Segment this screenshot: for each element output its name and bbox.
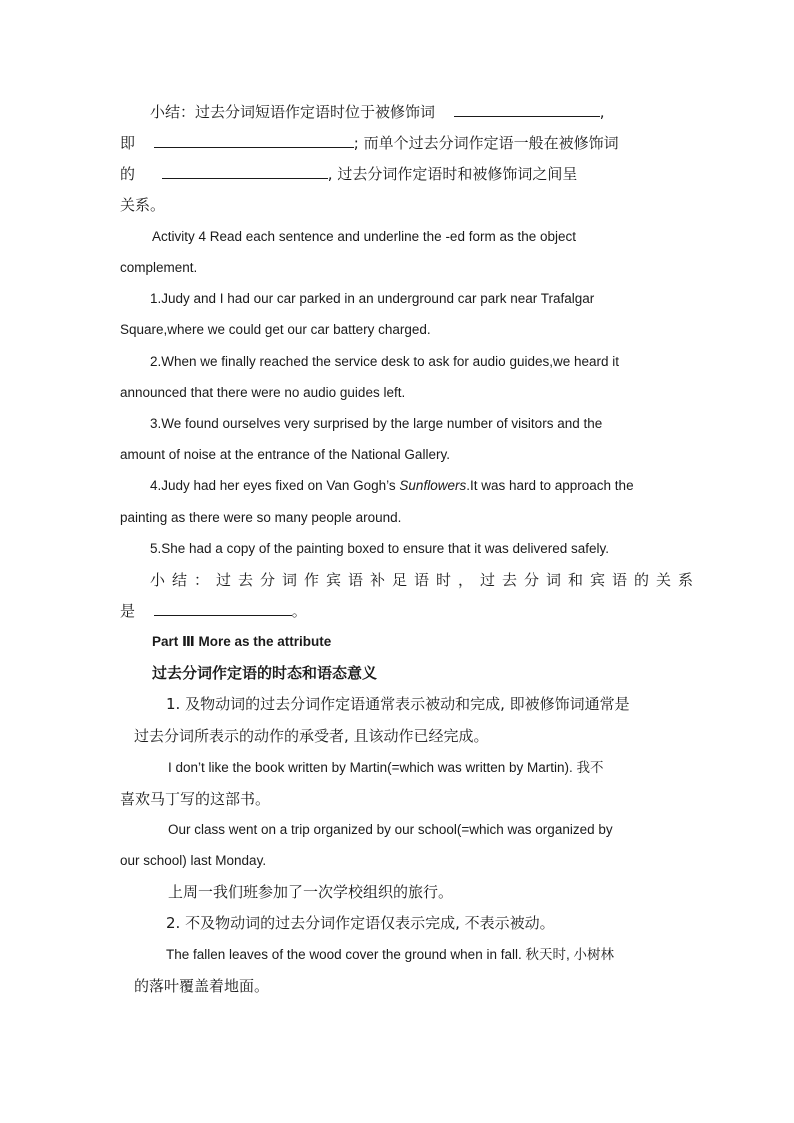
summary1-text1: 小结：过去分词短语作定语时位于被修饰词 [150, 103, 436, 121]
sentence1-line2: Square,where we could get our car battery charged. [120, 322, 431, 337]
point1-line2: 过去分词所表示的动作的承受者, 且该动作已经完成。 [134, 727, 489, 745]
summary2-line2 [120, 601, 674, 621]
summary1-comma: , [599, 103, 605, 121]
summary1-line2 [120, 133, 674, 153]
answer-blank-1[interactable] [454, 102, 600, 117]
example3-line2: 的落叶覆盖着地面。 [134, 977, 270, 995]
sentence4-text-a: 4.Judy had her eyes fixed on Van Gogh’s [150, 478, 400, 493]
sentence2-line2: announced that there were no audio guides left. [120, 385, 406, 400]
summary1-text3a: 的 [120, 165, 136, 183]
sentence3-line1: 3.We found ourselves very surprised by the large number of visitors and the [150, 416, 603, 431]
sentence1-line1: 1.Judy and I had our car parked in an underground car park near Trafalgar [150, 291, 595, 306]
summary2-line1: 小结：过去分词作宾语补足语时，过去分词和宾语的关系 [150, 571, 701, 589]
example2-line1: Our class went on a trip organized by our school(=which was organized by [168, 822, 613, 837]
example1-line1: I don’t like the book written by Martin(=which was written by Martin). 我不 [168, 760, 604, 775]
sentence4-italic-title: Sunflowers [399, 478, 467, 493]
activity4-title-line1: Activity 4 Read each sentence and underline the -ed form as the object [152, 229, 577, 244]
summary1-line1 [120, 102, 674, 122]
summary1-text2b: ; 而单个过去分词作定语一般在被修饰词 [353, 134, 619, 152]
answer-blank-3[interactable] [162, 164, 328, 179]
sentence5: 5.She had a copy of the painting boxed to ensure that it was delivered safely. [150, 541, 610, 556]
summary2-text-b: 。 [291, 602, 307, 620]
point2: 2. 不及物动词的过去分词作定语仅表示完成, 不表示被动。 [166, 914, 555, 932]
answer-blank-2[interactable] [154, 133, 354, 148]
sentence3-line2: amount of noise at the entrance of the National Gallery. [120, 447, 450, 462]
example3-line1: The fallen leaves of the wood cover the ground when in fall. 秋天时, 小树林 [166, 947, 614, 962]
sentence2-line1: 2.When we finally reached the service desk to ask for audio guides,we heard it [150, 354, 620, 369]
sentence4-text-b: .It was hard to approach the [466, 478, 634, 493]
sentence4-line1 [120, 476, 674, 496]
example2-translation: 上周一我们班参加了一次学校组织的旅行。 [168, 883, 454, 901]
example1-line2: 喜欢马丁写的这部书。 [120, 790, 271, 808]
example2-line2: our school) last Monday. [120, 853, 267, 868]
part3-subheading: 过去分词作定语的时态和语态意义 [152, 664, 378, 682]
summary1-line4: 关系。 [120, 196, 166, 214]
summary1-text3b: , 过去分词作定语时和被修饰词之间呈 [327, 165, 578, 183]
answer-blank-4[interactable] [154, 601, 292, 616]
summary1-text2a: 即 [120, 134, 136, 152]
part3-heading: Part Ⅲ More as the attribute [152, 634, 332, 649]
summary2-text-a: 是 [120, 602, 136, 620]
point1-line1: 1. 及物动词的过去分词作定语通常表示被动和完成, 即被修饰词通常是 [166, 695, 630, 713]
sentence4-line2: painting as there were so many people around. [120, 510, 402, 525]
summary1-line3 [120, 164, 674, 184]
activity4-title-line2: complement. [120, 260, 198, 275]
